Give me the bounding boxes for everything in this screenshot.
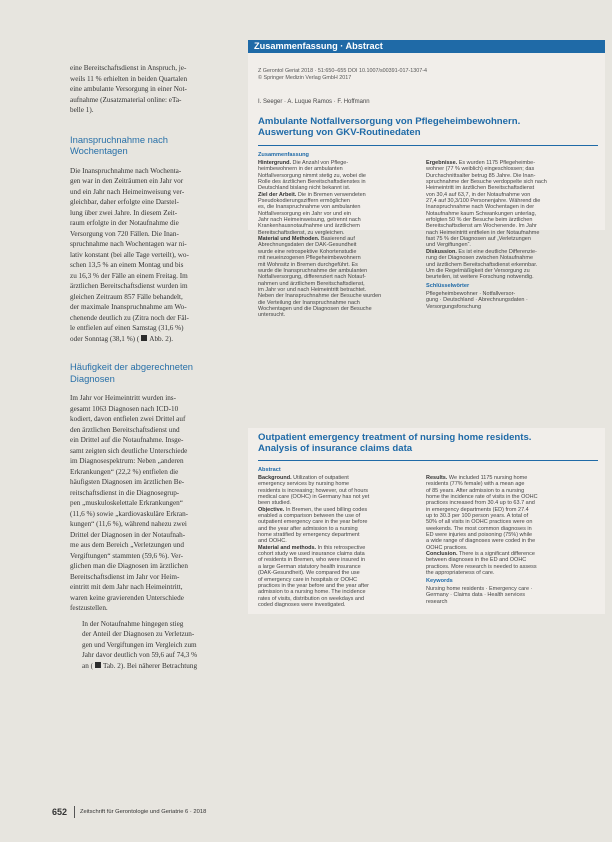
- abstract-text: OOHC practices.: [426, 544, 468, 551]
- abstract-text: of residents in Bremen, who were insured in: [258, 557, 365, 564]
- abstract-text: Durchschnittsalter betrug 85 Jahre. Die Inan-: [426, 172, 536, 179]
- text-line: spruchnahme nach Wochentagen war ni-: [70, 240, 187, 248]
- text-line: [70, 661, 242, 672]
- abstract-text: Notaufnahme kaum Schwankungen unterlag,: [426, 210, 537, 217]
- text-line: kodiert, davon entfielen zwei Drittel auf: [70, 415, 186, 423]
- text-line: gesamt 1063 Diagnosen nach ICD-10: [70, 404, 179, 413]
- text-line: gleichen Zeitraum 857 Fälle behandelt,: [70, 292, 183, 301]
- abstract-subheading: Objective.: [258, 506, 285, 513]
- abstract-text: und ärztlichem Bereitschaftsdienst erkennbar.: [426, 261, 538, 268]
- abstract-text: been studied.: [258, 500, 292, 507]
- abstract-text: home stratified by emergency department: [258, 532, 360, 539]
- abstract-text: Wochentagen und die Diagnosen der Besuche: [258, 305, 372, 312]
- abstract-text: Es wurden 1175 Pflegeheimbe-: [457, 160, 536, 166]
- abstract-text: Neben der Inanspruchnahme der Besuche wurden: [258, 293, 382, 300]
- abstract-text: heimbewohnern in der ambulanten: [258, 166, 343, 173]
- abstract-text: ED were injuries and poisoning (75%) while: [426, 532, 533, 539]
- section-heading-weekdays: [70, 134, 242, 157]
- abstract-text: and OOHC.: [258, 538, 287, 545]
- text-line: (11,6 %) sowie „kardiovaskuläre Erkran-: [70, 509, 189, 518]
- text-line: le entfielen auf einen Samstag (31,6 %): [70, 324, 184, 332]
- figure-reference[interactable]: Tab. 2). Bei näherer Betrachtung: [102, 661, 198, 670]
- keyword-line: Pflegeheimbewohner · Notfallversor-: [426, 291, 516, 297]
- line-text: an (: [82, 661, 93, 670]
- citation: [258, 68, 598, 82]
- text-line: samt zeigten sich deutliche Unterschiede: [70, 446, 188, 455]
- abstract-subheading: Conclusion.: [426, 551, 458, 558]
- text-line: glichen man die Diagnosen im ärztlichen: [70, 562, 188, 570]
- text-line: Versorgung von 720 Fällen. Die Inan-: [70, 229, 179, 238]
- abstract-text: In Bremen, the used billing codes: [284, 506, 368, 513]
- page-number: 652: [52, 807, 68, 817]
- footer-divider: [74, 806, 75, 818]
- abstract-text: untersucht.: [258, 312, 286, 319]
- keyword-line: Germany · Claims data · Health services: [426, 592, 526, 599]
- text-line: der maximale Inanspruchnahme am Wo-: [70, 303, 187, 311]
- text-line: belle 1).: [70, 106, 94, 114]
- keyword-line: research: [426, 598, 448, 605]
- abstract-text: In this retrospective: [316, 544, 366, 551]
- abstract-text: Notfallversorgung ein Jahr vor und ein: [258, 210, 351, 217]
- abstract-text: up to 30.3 per 100 person years. A total of: [426, 513, 529, 520]
- abstract-text: between diagnoses in the ED and OOHC: [426, 557, 527, 564]
- abstract-text: a large German statutory health insurance: [258, 563, 361, 570]
- citation-line: Z Gerontol Geriat 2018 · 51:650–655 DOI 10.1007/s00391-017-1307-4: [258, 68, 428, 74]
- abstract-text: practices in the year before and the year after: [258, 582, 369, 589]
- text-line: reitschaftsdienst in die Diagnosegrup-: [70, 488, 180, 497]
- text-line: Bereitschaftsdienst im Jahr vor Heim-: [70, 572, 180, 581]
- paragraph-weekdays: [70, 166, 242, 345]
- text-line: Jahr davor deutlich von 59,6 auf 74,3 %: [82, 651, 198, 659]
- abstract-text: Bereitschaftsdienst, zu vergleichen.: [258, 229, 345, 236]
- english-abstract-col1: [258, 475, 428, 608]
- abstract-text: mit Wohnsitz in Bremen durchgeführt. Es: [258, 261, 358, 268]
- abstract-subheading: Ergebnisse.: [426, 160, 458, 166]
- title-rule: [258, 145, 598, 146]
- schluesselwoerter-label: Schlüsselwörter: [426, 283, 470, 289]
- abstract-subheading: Material and methods.: [258, 544, 317, 551]
- abstract-text: the appropriateness of care.: [426, 570, 495, 577]
- abstract-text: (DAK-Gesundheit). We compared the use: [258, 570, 360, 577]
- abstract-text: beurteilen, ist weitere Forschung notwendig.: [426, 274, 534, 281]
- keywords-label: Keywords: [426, 578, 453, 584]
- heading-line: Inanspruchnahme nach: [70, 133, 168, 145]
- text-line: Drittel der Diagnosen in der Notaufnah-: [70, 530, 186, 539]
- abstract-text: Krankenhausnotaufnahme und ärztlichem: [258, 223, 360, 230]
- abstract-text: von 30,4 auf 63,7, in der Notaufnahme von: [426, 191, 531, 198]
- abstract-text: There is a significant difference: [457, 551, 535, 558]
- abstract-text: es, die Inanspruchnahme von ambulanten: [258, 204, 361, 211]
- line-text: oder Sonntag (38,1 %) (: [70, 334, 140, 343]
- abstract-text: home the incidence rate of visits in the OOHC: [426, 494, 538, 501]
- abstract-text: spruchnahme der Besuche verdoppelte sich nach: [426, 179, 547, 186]
- title-line: Outpatient emergency treatment of nursing home residents.: [258, 432, 532, 443]
- abstract-text: mit neueinzogenen Pflegeheimbewohnern: [258, 255, 361, 262]
- zusammenfassung-label: Zusammenfassung: [258, 152, 309, 158]
- title-line: Auswertung von GKV-Routinedaten: [258, 127, 421, 138]
- abstract-label: Abstract: [258, 467, 281, 473]
- text-line: In der Notaufnahme hingegen stieg: [82, 619, 184, 628]
- abstract-text: We included 1175 nursing home: [447, 475, 528, 481]
- abstract-text: rung der Diagnosen zwischen Notaufnahme: [426, 255, 534, 262]
- text-line: gen war in den Zeiträumen ein Jahr vor: [70, 177, 184, 185]
- text-line: weils 11 % erhielten in beiden Quartalen: [70, 74, 188, 83]
- abstract-text: Bereitschaftsdienst am Wochenende. Im Jahr: [426, 223, 537, 230]
- abstract-text: residents is increasing; however, out of hours: [258, 487, 369, 494]
- section-heading-diagnoses: [70, 361, 242, 384]
- text-line: eine ambulante Versorgung in einer Not-: [70, 85, 187, 93]
- text-line: aufnahme (Zusatzmaterial online: eTa-: [70, 95, 182, 104]
- abstract-text: Deutschland bislang nicht bekannt ist.: [258, 185, 351, 192]
- text-line: Die Inanspruchnahme nach Wochenta-: [70, 166, 182, 175]
- abstract-text: emergency services by nursing home: [258, 481, 350, 488]
- abstract-text: and the year after admission to a nursing: [258, 525, 358, 532]
- text-line: der Anteil der Diagnosen zu Verletzun-: [82, 630, 195, 638]
- abstract-line: [258, 312, 428, 318]
- text-line: Im Jahr vor Heimeintritt wurden ins-: [70, 394, 176, 402]
- keyword-line: Nursing home residents · Emergency care ·: [426, 586, 533, 592]
- abstract-text: wurde die Inanspruchnahme der ambulanten: [258, 267, 368, 274]
- abstract-subheading: Ziel der Arbeit.: [258, 191, 297, 198]
- text-line: ein Drittel auf die Notaufnahme. Insge-: [70, 436, 184, 444]
- abstract-line: [426, 274, 598, 280]
- abstract-text: Rolle des ärztlichen Bereitschaftsdienstes in: [258, 179, 366, 186]
- abstract-line: [258, 602, 428, 608]
- abstract-text: 50% of all visits in OOHC practices were on: [426, 519, 533, 526]
- abstract-subheading: Material und Methoden.: [258, 236, 320, 243]
- paragraph-emergency: [70, 619, 242, 672]
- keyword-line: gung · Deutschland · Abrechnungsdaten ·: [426, 297, 528, 304]
- abstract-text: medical care (OOHC) in Germany has not yet: [258, 494, 370, 501]
- english-keywords: [426, 586, 598, 605]
- german-title: [258, 116, 603, 138]
- abstract-text: Abrechnungsdaten der DAK-Gesundheit: [258, 242, 357, 249]
- text-line: eintritt mit dem Jahr nach Heimeintritt,: [70, 583, 183, 591]
- title-rule-en: [258, 460, 598, 461]
- german-abstract-col2: [426, 160, 598, 281]
- abstract-text: fast 75 % der Diagnosen auf „Verletzungen: [426, 236, 531, 243]
- english-abstract-col2: [426, 475, 598, 577]
- abstract-text: die Verteilung der Inanspruchnahme nach: [258, 299, 360, 306]
- figure-ref-icon: [141, 335, 147, 341]
- abstract-subheading: Background.: [258, 475, 292, 481]
- text-line: me aus dem Bereich „Verletzungen und: [70, 541, 184, 549]
- text-line: Erkrankungen“ (22,2 %) entfielen die: [70, 467, 179, 476]
- abstract-subheading: Hintergrund.: [258, 160, 291, 166]
- abstract-text: Basierend auf: [319, 236, 355, 243]
- text-line: zu 16,3 % der Fälle an einem Freitag. Im: [70, 271, 188, 280]
- abstract-text: enabled a comparison between the use of: [258, 513, 361, 520]
- abstract-text: in emergency departments (ED) from 27.4: [426, 506, 529, 513]
- text-line: Vergiftungen“ stammten (59,6 %). Ver-: [70, 551, 183, 560]
- abstract-text: of emergency care in hospitals or OOHC: [258, 576, 358, 583]
- abstract-text: nahmen und ärztlichem Bereitschaftsdienst,: [258, 280, 365, 287]
- abstract-text: 27,4 auf 30,3/100 Personenjahre. Während die: [426, 198, 541, 205]
- text-line: raum erfolgte in der Notaufnahme die: [70, 219, 179, 227]
- abstract-text: Pseudokodierungsziffern ermöglichen: [258, 198, 350, 205]
- title-line: Ambulante Notfallversorgung von Pflegeheimbewohnern.: [258, 116, 521, 127]
- text-line: waren keine gravierenden Unterschiede: [70, 593, 184, 602]
- text-line: den ärztlichen Bereitschaftsdienst und: [70, 425, 180, 434]
- text-line: lativ konstant (bei alle Tage verteilt), wo-: [70, 250, 189, 259]
- text-line: gleichbar, daher erfolgte eine Darstel-: [70, 198, 179, 206]
- abstract-text: weekends. The most common diagnoses in: [426, 525, 532, 532]
- abstract-subheading: Diskussion.: [426, 248, 457, 255]
- authors: I. Seeger · A. Luque Ramos · F. Hoffmann: [258, 99, 370, 105]
- abstract-text: of 85 years. After admission to a nursing: [426, 487, 525, 494]
- keyword-line: Versorgungsforschung: [426, 303, 482, 310]
- text-line: kungen“ (11,6 %), während nahezu zwei: [70, 520, 187, 528]
- abstract-text: practices. More research is needed to assess: [426, 563, 537, 570]
- abstract-text: Es ist eine deutliche Differenzie-: [456, 248, 537, 255]
- abstract-text: Um die Regelmäßigkeit der Versorgung zu: [426, 267, 530, 274]
- intro-paragraph: [70, 63, 242, 116]
- text-line: eine Bereitschaftsdienst in Anspruch, je-: [70, 64, 187, 72]
- german-keywords: [426, 291, 598, 310]
- text-line: im Diagnosespektrum: Neben „anderen: [70, 457, 184, 465]
- text-line: häufigsten Diagnosen im ärztlichen Be-: [70, 478, 185, 486]
- abstract-text: Utilization of outpatient: [291, 475, 349, 481]
- abstract-text: wurde eine retrospektive Kohortenstudie: [258, 248, 357, 255]
- abstract-text: im Jahr vor und nach Heimeintritt betrachtet.: [258, 286, 367, 293]
- abstract-text: Inanspruchnahme nach Wochentagen in der: [426, 204, 535, 211]
- copyright-line: © Springer Medizin Verlag GmbH 2017: [258, 75, 352, 81]
- text-line: ärztlichen Bereitschaftsdienst wurden im: [70, 282, 188, 290]
- abstract-text: practices increased from 30.4 up to 63.7 and: [426, 500, 535, 507]
- english-title: [258, 432, 603, 454]
- abstract-text: nach Heimeintritt entfielen in der Notaufnahme: [426, 229, 540, 236]
- heading-line: Wochentagen: [70, 145, 128, 156]
- abstract-text: residents (77% female) with a mean age: [426, 481, 525, 488]
- heading-line: Diagnosen: [70, 372, 115, 384]
- abstract-text: coded diagnoses were investigated.: [258, 601, 346, 608]
- figure-reference[interactable]: Abb. 2).: [149, 334, 174, 343]
- abstract-text: erfolgten 50 % der Besuche beim ärztlichen: [426, 217, 533, 224]
- german-abstract-col1: [258, 160, 428, 319]
- paragraph-diagnoses: [70, 393, 242, 614]
- text-line: lung über zwei Jahre. In diesem Zeit-: [70, 208, 178, 217]
- abstract-text: rates of visits, distribution on weekdays and: [258, 595, 365, 602]
- text-line: festzustellen.: [70, 604, 108, 612]
- abstract-text: Jahr nach Heimeinweisung, getrennt nach: [258, 217, 361, 224]
- abstract-text: cohort study we used insurance claims data: [258, 551, 365, 558]
- abstract-text: Notfallversorgung, differenziert nach Notauf-: [258, 274, 366, 281]
- left-column: [70, 63, 242, 671]
- journal-footer: Zeitschrift für Gerontologie und Geriatrie 6 · 2018: [80, 809, 207, 815]
- abstract-text: und Vergiftungen“.: [426, 242, 471, 249]
- text-line: schen 13,5 % an einem Montag und bis: [70, 261, 184, 269]
- text-line: chenende deutlich zu (Zitra noch der Fäl-: [70, 313, 189, 322]
- abstract-text: a wide range of diagnoses were coded in the: [426, 538, 536, 545]
- text-line: gen und Vergiftungen im Vergleich zum: [82, 640, 197, 649]
- abstract-text: admission to a nursing home. The incidence: [258, 589, 366, 596]
- title-line: Analysis of insurance claims data: [258, 443, 413, 454]
- abstract-subheading: Results.: [426, 475, 448, 481]
- abstract-text: outpatient emergency care in the year before: [258, 519, 368, 526]
- table-ref-icon: [95, 662, 101, 668]
- text-line: und ein Jahr nach Heimeinweisung ver-: [70, 187, 185, 196]
- abstract-banner: Zusammenfassung · Abstract: [248, 40, 605, 53]
- abstract-text: Die in Bremen verwendeten: [296, 191, 366, 198]
- heading-line: Häufigkeit der abgerechneten: [70, 361, 194, 372]
- abstract-text: wohner (77 % weiblich) eingeschlossen; das: [426, 166, 535, 173]
- abstract-line: [426, 570, 598, 576]
- text-line: [70, 334, 242, 345]
- text-line: pen „muskuloskelettale Erkrankungen“: [70, 499, 183, 507]
- abstract-text: Die Anzahl von Pflege-: [291, 160, 349, 166]
- abstract-text: Notfallversorgung nimmt stetig zu, wobei die: [258, 172, 366, 179]
- abstract-text: Heimeintritt im ärztlichen Bereitschaftsdienst: [426, 185, 535, 192]
